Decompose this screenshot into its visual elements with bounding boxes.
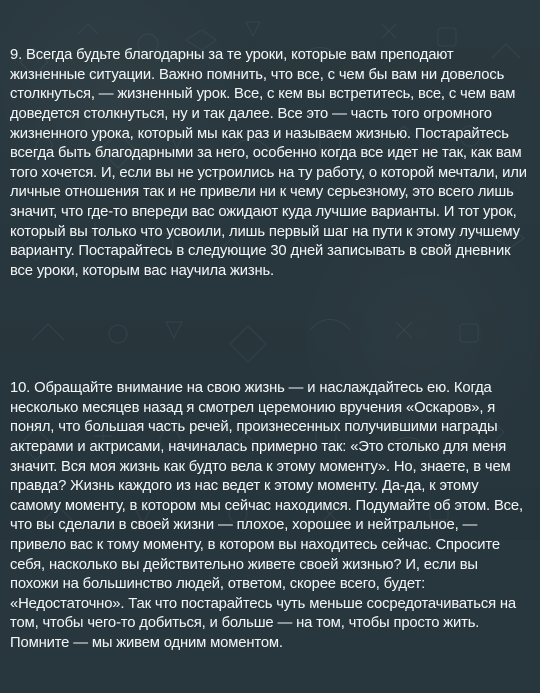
paragraph-10: 10. Обращайте внимание на свою жизнь — и наслаждайтесь ею. Когда несколько месяцев назад я смотрел церемонию вручения «Оскаров», я понял, что большая часть речей, произнесенных получившими награды актерами и актрисами, начиналась примерно так: «Это столько для меня значит. Вся моя жизнь как будто вела к этому моменту». Но, знаете, в чем правда? Жизнь каждого из нас ведет к этому моменту. Да-да, к этому самому моменту, в котором мы сейчас находимся. Подумайте об этом. Все, что вы сделали в своей жизни — плохое, хорошее и нейтральное, — привело вас к тому моменту, в котором вы находитесь сейчас. Спросите себя, насколько вы действительно живете своей жизнью? И, если вы похожи на большинство людей, ответом, скорее всего, будет: «Недостаточно». Так что постарайтесь чуть меньше сосредотачиваться на том, чтобы чего-то добиться, и больше — на том, чтобы просто жить. Помните — мы живем одним моментом. (10, 380, 527, 651)
paragraph-9: 9. Всегда будьте благодарны за те уроки, которые вам преподают жизненные ситуации. Важно помнить, что все, с чем бы вам ни довелось столкнуться, — жизненный урок. Все, с кем вы встретитесь, все, с чем вам доведется столкнуться, ну и так далее. Все это — часть того огромного жизненного урока, который мы как раз и называем жизнью. Постарайтесь всегда быть благодарными за него, особенно когда все идет не так, как вам того хочется. И, если вы не устроились на ту работу, о которой мечтали, или личные отношения так и не привели ни к чему серьезному, это всего лишь значит, что где-то впереди вас ожидают куда лучшие варианты. И тот урок, который вы только что усвоили, лишь первый шаг на пути к этому лучшему варианту. Постарайтесь в следующие 30 дней записывать в свой дневник все уроки, которым вас научила жизнь. (10, 47, 531, 279)
text-container (10, 7, 530, 693)
paragraph-spacer (10, 321, 530, 341)
